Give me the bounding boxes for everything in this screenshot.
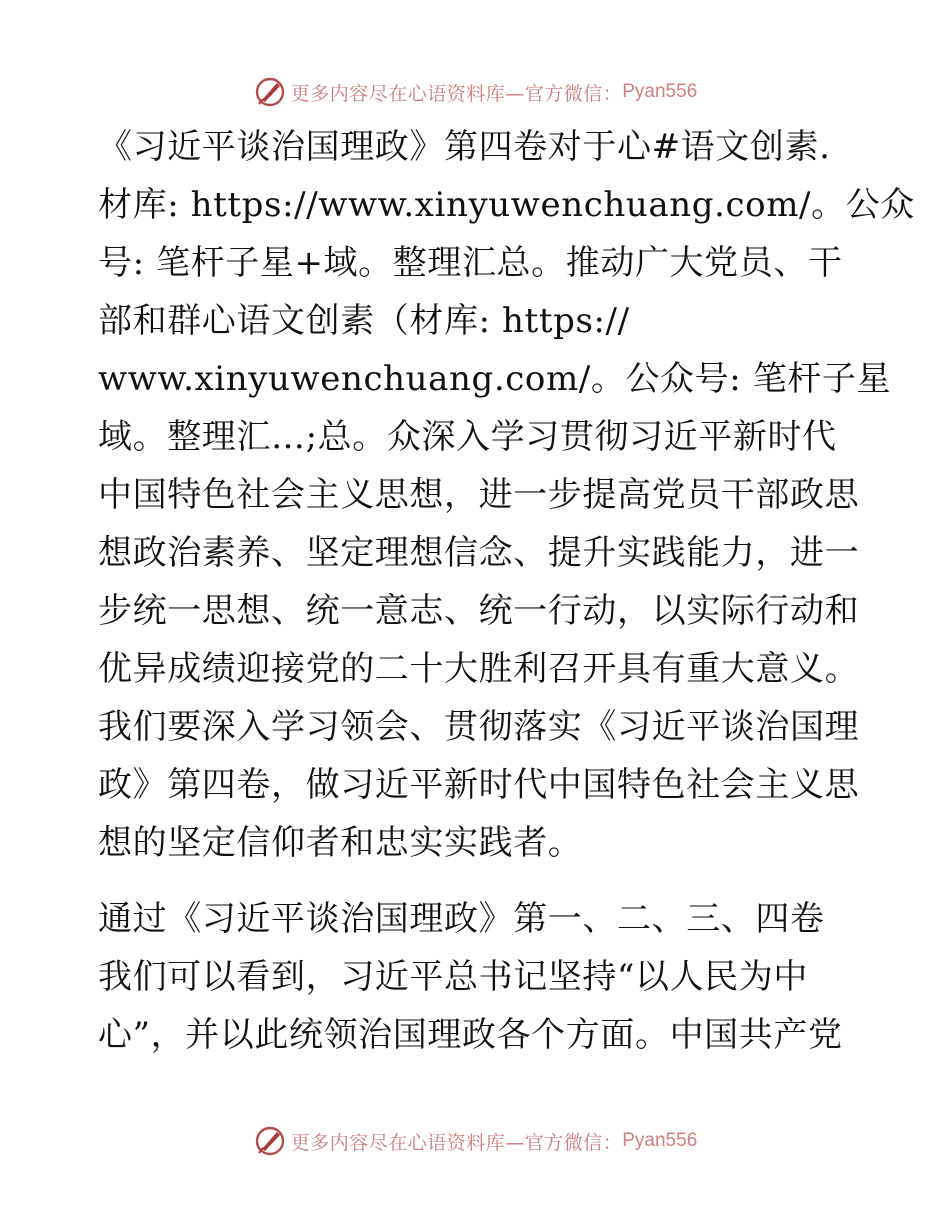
text-line: 我们要深入学习领会、贯彻落实《习近平谈治国理 [98,707,860,747]
text-line: 步统一思想、统一意志、统一行动，以实际行动和 [98,591,860,631]
text-line: 号: 笔杆子星+域。整理汇总。推动广大党员、干 [98,243,843,283]
document-body [98,118,915,1064]
text-line: 材库: https://www.xinyuwenchuang.com/。公众 [98,185,915,225]
paragraph [98,118,915,872]
footer-watermark [0,1121,950,1161]
text-line: 部和群心语文创素（材库: https:// [98,301,630,341]
watermark-handle: Pyan556 [622,1130,698,1151]
text-line: 想政治素养、坚定理想信念、提升实践能力，进一 [98,533,860,573]
paragraph [98,890,858,1064]
quill-logo-icon [253,75,287,109]
text-line: 心”，并以此统领治国理政各个方面。中国共产党 [98,1015,843,1055]
paragraph-gap [98,872,858,890]
text-line: www.xinyuwenchuang.com/。公众号: 笔杆子星 [98,359,892,399]
watermark-text: 更多内容尽在心语资料库—官方微信： [290,1131,623,1154]
header-watermark [0,72,950,112]
text-line: 域。整理汇…;总。众深入学习贯彻习近平新时代 [98,417,837,457]
text-line: 我们可以看到，习近平总书记坚持“以人民为中 [98,957,808,997]
quill-logo-icon [253,1124,287,1158]
watermark-text: 更多内容尽在心语资料库—官方微信： [290,82,623,105]
text-line: 通过《习近平谈治国理政》第一、二、三、四卷 [98,899,825,939]
text-line: 想的坚定信仰者和忠实实践者。 [98,823,583,863]
text-line: 政》第四卷，做习近平新时代中国特色社会主义思 [98,765,860,805]
watermark-handle: Pyan556 [622,81,698,102]
text-line: 优异成绩迎接党的二十大胜利召开具有重大意义。 [98,649,860,689]
text-line: 中国特色社会主义思想，进一步提高党员干部政思 [98,475,860,515]
text-line: 《习近平谈治国理政》第四卷对于心#语文创素. [98,127,831,167]
